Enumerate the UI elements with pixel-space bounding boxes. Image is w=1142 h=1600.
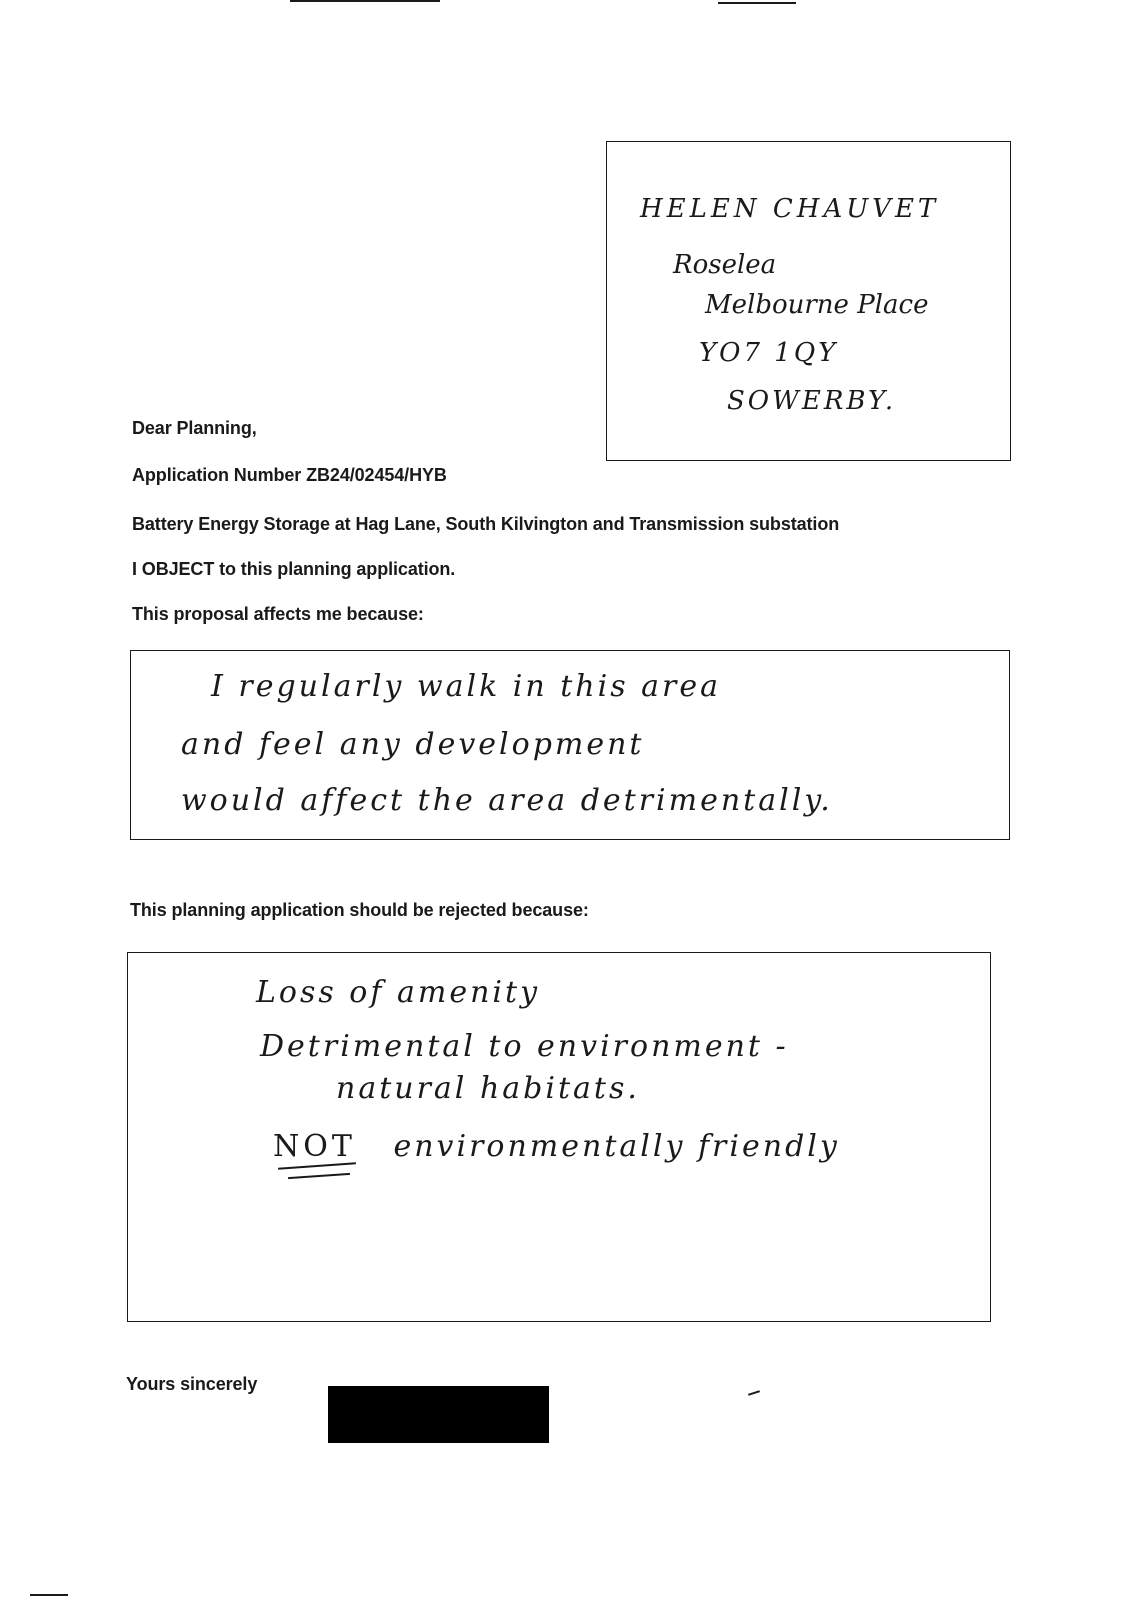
rejection-answer-box <box>127 952 991 1322</box>
rejection-line-2: Detrimental to environment - <box>260 1029 789 1064</box>
objection-suffix: to this planning application. <box>214 559 456 579</box>
not-emphasis: NOT <box>273 1129 356 1164</box>
objection-statement <box>132 559 455 580</box>
affects-line-1: I regularly walk in this area <box>211 669 722 704</box>
address-house: Roselea <box>673 250 777 280</box>
salutation: Dear Planning, <box>132 418 257 438</box>
application-number: Application Number ZB24/02454/HYB <box>132 465 447 485</box>
rejection-line-3: natural habitats. <box>336 1071 640 1106</box>
not-underline-2 <box>288 1173 350 1179</box>
scan-mark-bottom-left <box>30 1594 68 1596</box>
rejection-line-1: Loss of amenity <box>256 975 541 1010</box>
affects-heading: This proposal affects me because: <box>132 604 424 624</box>
address-postcode: YO7 1QY <box>699 338 839 368</box>
affects-line-3: would affect the area detrimentally. <box>181 783 833 818</box>
rejection-line-4 <box>273 1129 840 1164</box>
affects-line-2: and feel any development <box>181 727 645 762</box>
closing: Yours sincerely <box>126 1374 258 1394</box>
signature-redaction <box>328 1386 549 1443</box>
address-box <box>606 141 1011 461</box>
address-town: SOWERBY. <box>727 386 897 416</box>
stray-mark <box>748 1390 760 1396</box>
subject-line: Battery Energy Storage at Hag Lane, South Kilvington and Transmission substation <box>132 514 840 534</box>
address-name: HELEN CHAUVET <box>640 194 940 224</box>
address-street: Melbourne Place <box>705 290 929 320</box>
scan-mark-top-right <box>718 2 796 4</box>
rejection-line-4-rest: environmentally friendly <box>393 1129 840 1164</box>
rejected-heading: This planning application should be rejected because: <box>130 900 589 920</box>
scan-mark-top-left <box>290 0 440 2</box>
objection-prefix: I OBJECT <box>132 559 215 579</box>
affects-answer-box <box>130 650 1010 840</box>
